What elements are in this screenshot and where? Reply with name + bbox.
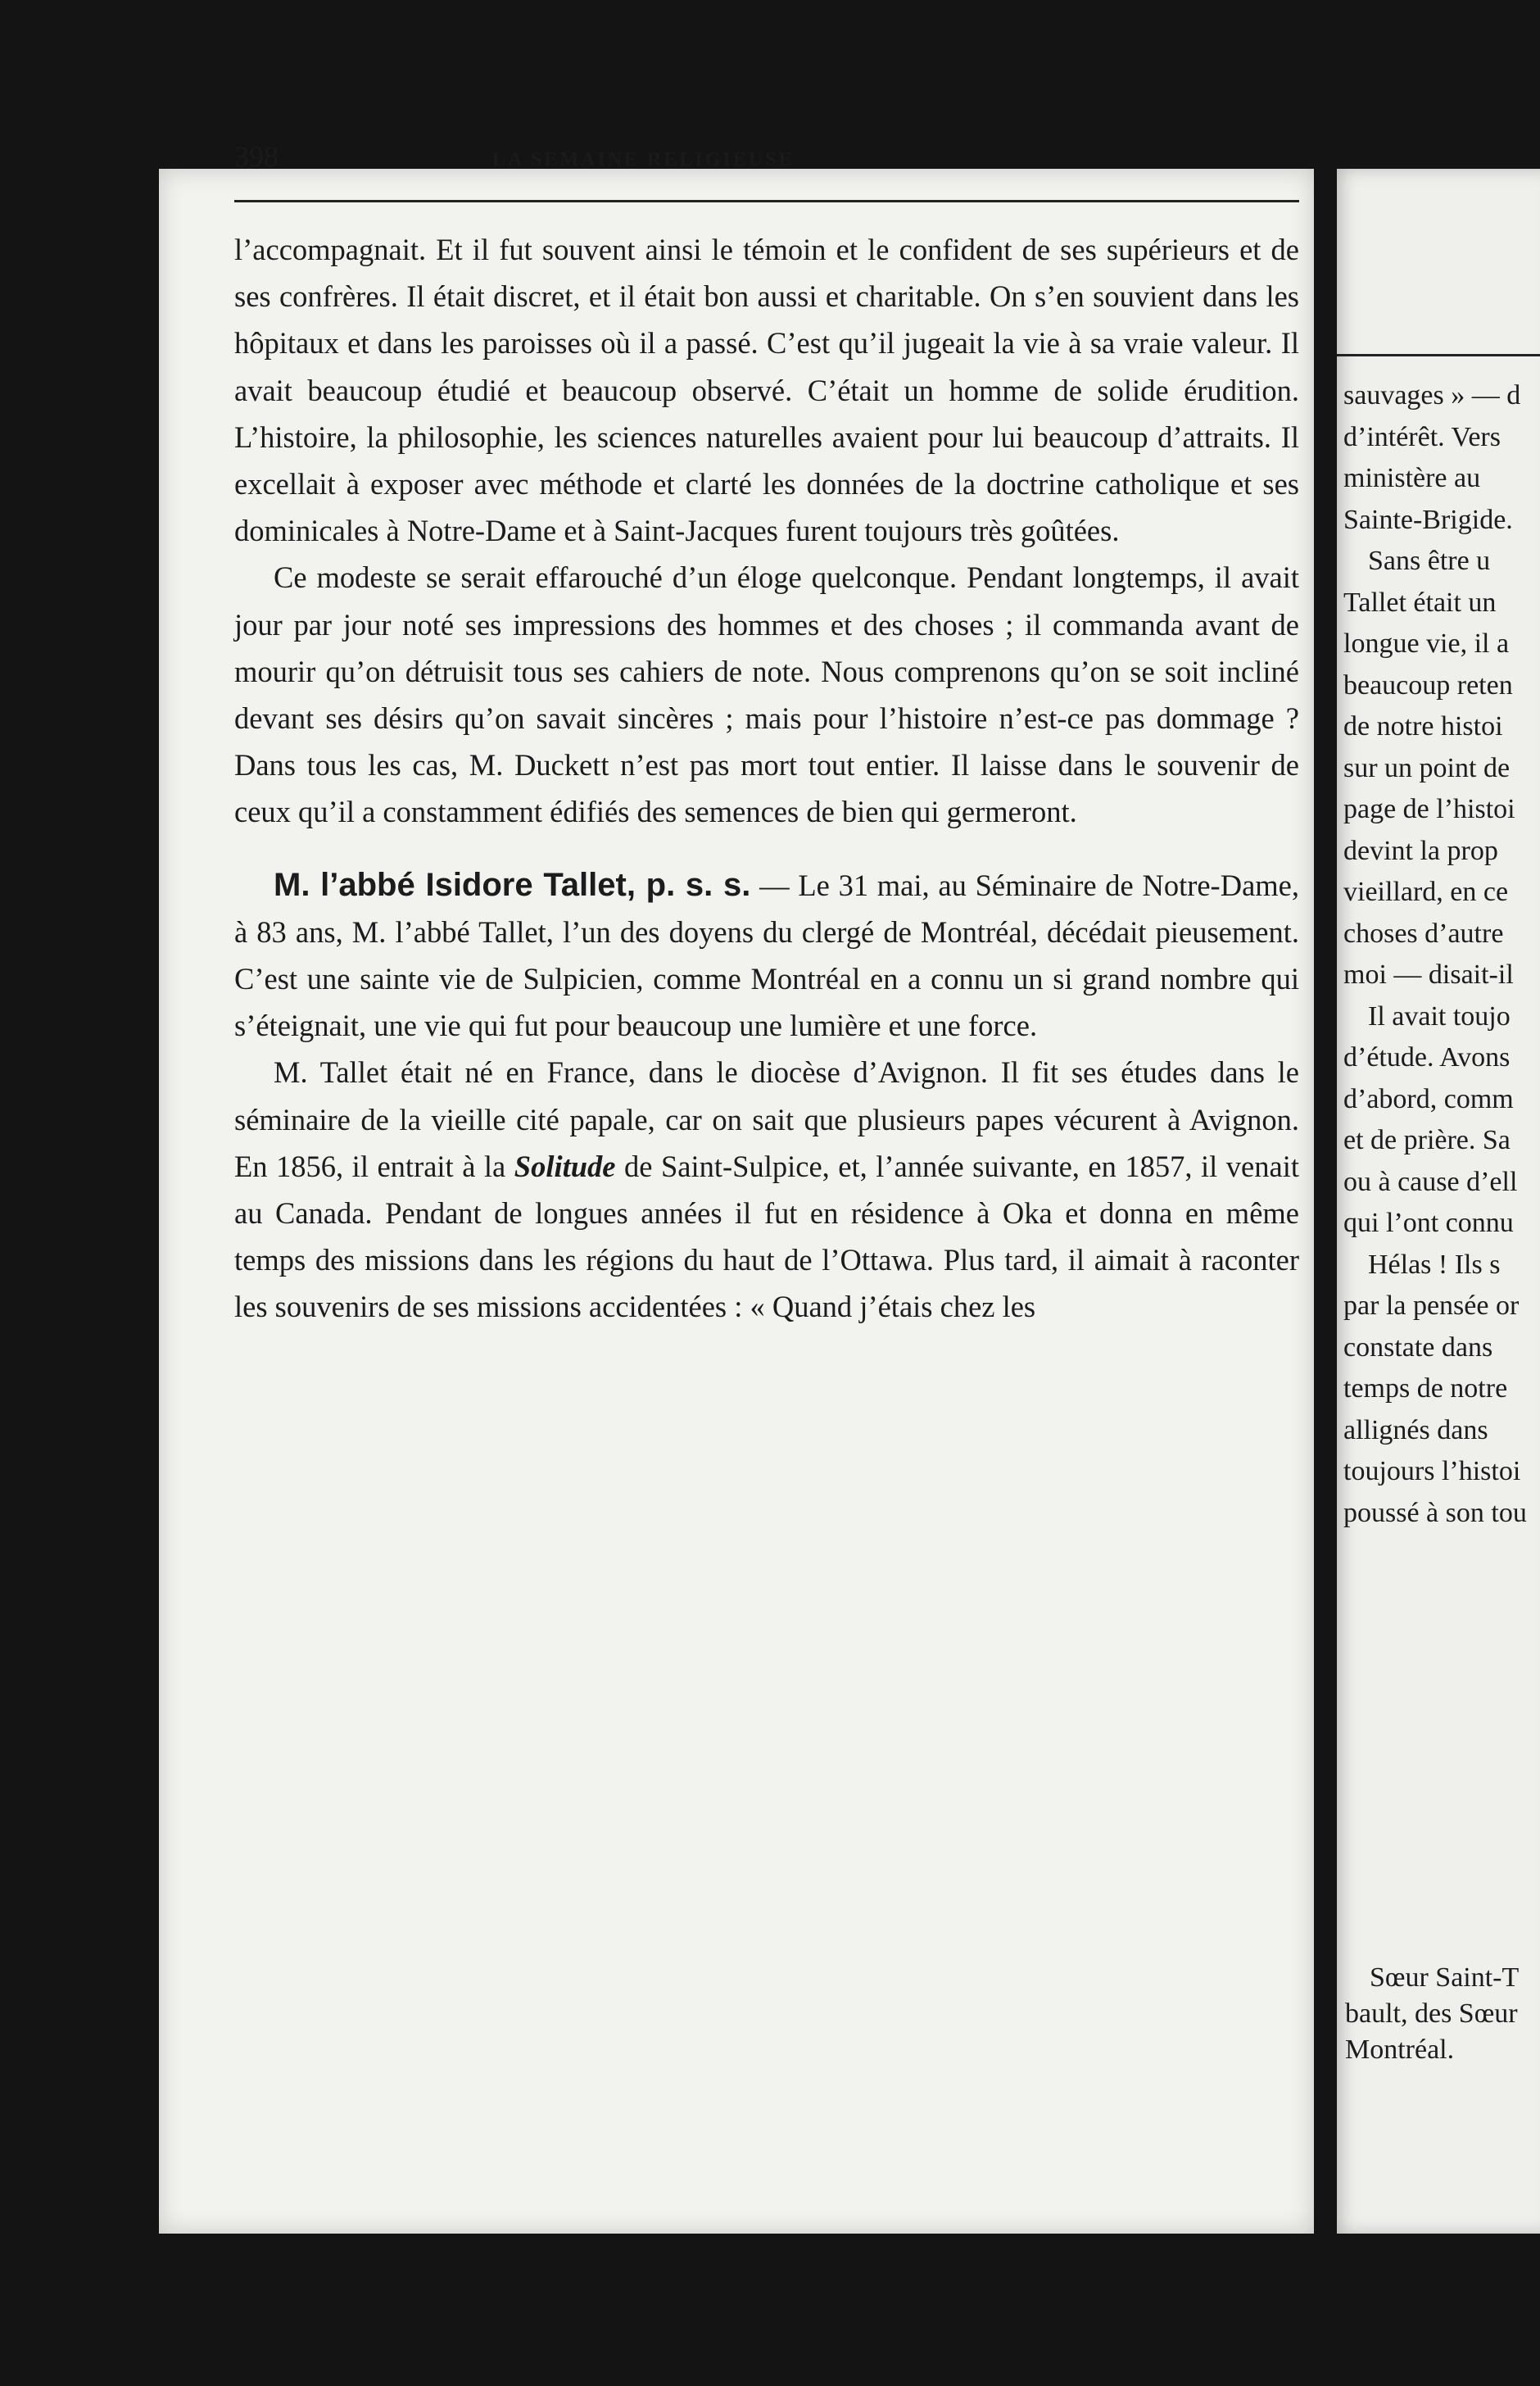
caption-line: Montréal.: [1345, 2034, 1455, 2065]
page-header: [234, 139, 1299, 188]
right-line: Il avait toujo: [1368, 1000, 1511, 1032]
right-line: d’étude. Avons: [1343, 1042, 1511, 1073]
right-page: [1337, 169, 1540, 2234]
caption-line: bault, des Sœur: [1345, 1998, 1518, 2029]
right-line: et de prière. Sa: [1343, 1125, 1511, 1155]
right-line: devint la prop: [1343, 835, 1498, 866]
right-line: moi — disait-il: [1343, 959, 1514, 990]
right-line: temps de notre: [1343, 1373, 1508, 1404]
right-line: Tallet était un: [1343, 587, 1497, 618]
right-line: ministère au: [1343, 463, 1481, 493]
paragraph-1: l’accompagnait. Et il fut souvent ainsi le témoin et le confident de ses supérieurs et de ses confrères. Il était discret, et il était bon aussi et charitable. On s’en souvient dans les hôpitaux et dans les paroisses où il a passé. C’est qu’il jugeait la vie à sa vraie valeur. Il avait beaucoup étudié et beaucoup observé. C’était un homme de solide érudition. L’histoire, la philosophie, les sciences naturelles avaient pour lui beaucoup d’attraits. Il excellait à exposer avec méthode et clarté les données de la doctrine catholique et ses dominicales à Notre-Dame et à Saint-Jacques furent toujours très goûtées.: [234, 233, 1299, 548]
right-line: Sans être u: [1368, 546, 1491, 576]
right-line: Sainte-Brigide.: [1343, 504, 1513, 535]
right-line: de notre histoi: [1343, 711, 1503, 742]
right-line: d’intérêt. Vers: [1343, 421, 1501, 452]
right-line: sauvages » — d: [1343, 380, 1521, 411]
right-line: qui l’ont connu: [1343, 1208, 1514, 1238]
obituary-intro-text: — Le 31 mai, au Séminaire de Notre-Dame, à 83 ans, M. l’abbé Tallet, l’un des doyens du clergé de Montréal, décédait pieusement. C’est une sainte vie de Sulpicien, comme Montréal en a connu un si grand nombre qui s’éteignait, une vie qui fut pour beaucoup une lumière et une force.: [234, 868, 1299, 1043]
right-line: ou à cause d’ell: [1343, 1166, 1518, 1197]
paragraph-4: [234, 1049, 1299, 1330]
right-line: constate dans: [1343, 1331, 1493, 1363]
paragraph-2: Ce modeste se serait effarouché d’un éloge quelconque. Pendant longtemps, il avait jour par jour noté ses impressions des hommes et des choses ; il commanda avant de mourir qu’on détruisit tous ses cahiers de note. Nous comprenons qu’on se soit incliné devant ses désirs qu’on savait sincères ; mais pour l’histoire n’est-ce pas dommage ? Dans tous les cas, M. Duckett n’est pas mort tout entier. Il laisse dans le souvenir de ceux qu’il a constamment édifiés des semences de bien qui germeront.: [234, 560, 1299, 829]
solitude-italic: Solitude: [514, 1149, 616, 1183]
right-line: page de l’histoi: [1343, 794, 1515, 824]
running-head: LA SEMAINE RELIGIEUSE: [492, 149, 795, 170]
obituary-tallet-intro: [234, 862, 1299, 1050]
caption-line: Sœur Saint-T: [1370, 1962, 1520, 1993]
right-line: allignés dans: [1343, 1414, 1488, 1445]
body-text: [234, 226, 1299, 1331]
right-line: Hélas ! Ils s: [1368, 1249, 1501, 1280]
right-caption: [1345, 1960, 1540, 2068]
right-line: toujours l’histoi: [1343, 1456, 1521, 1486]
obituary-name-heading: M. l’abbé Isidore Tallet, p. s. s.: [274, 866, 751, 903]
right-line: d’abord, comm: [1343, 1083, 1514, 1114]
paragraph-4-part-b: de Saint-Sulpice, et, l’année suivante, en 1857, il venait au Canada. Pendant de longues années il fut en résidence à Oka et donna en même temps des missions dans les régions du haut de l’Ottawa. Plus tard, il aimait à raconter les souvenirs de ses missions accidentées : « Quand j’étais chez les: [234, 1149, 1299, 1324]
right-line: sur un point de: [1343, 752, 1511, 783]
right-page-text: [1343, 375, 1540, 1534]
right-line: par la pensée or: [1343, 1291, 1520, 1321]
right-line: choses d’autre: [1343, 918, 1504, 949]
right-line: poussé à son tou: [1343, 1497, 1527, 1528]
right-line: vieillard, en ce: [1343, 877, 1509, 907]
right-line: longue vie, il a: [1343, 628, 1510, 659]
right-line: beaucoup reten: [1343, 669, 1513, 701]
page-number: 398: [234, 140, 279, 173]
paragraph-4-part-a: M. Tallet était né en France, dans le diocèse d’Avignon. Il fit ses études dans le séminaire de la vieille cité papale, car on sait que plusieurs papes vécurent à Avignon. En 1856, il entrait à la: [234, 1055, 1299, 1183]
header-rule: [234, 200, 1299, 202]
right-header-rule: [1337, 354, 1540, 356]
